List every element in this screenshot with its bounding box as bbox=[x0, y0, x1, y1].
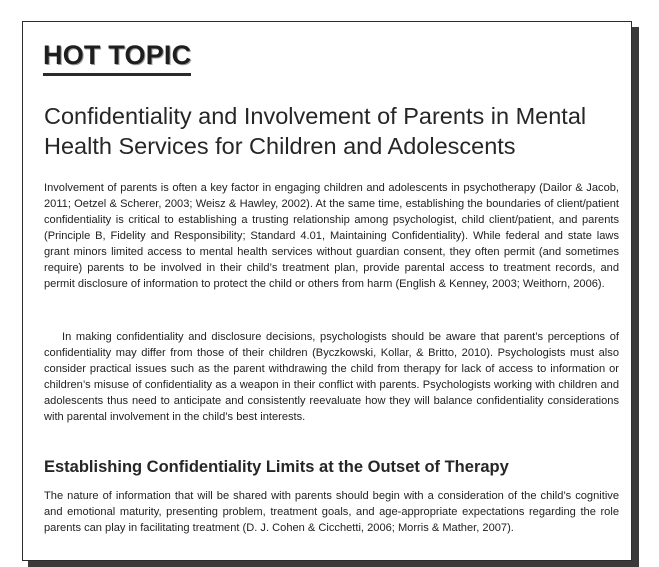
hot-topic-box bbox=[22, 21, 632, 561]
paragraph-2: In making confidentiality and disclosure decisions, psychologists should be aware that parent’s perceptions of confidentiality may differ from those of their children (Byczkowski, Kollar, & Britto, 2010). Psychologists must also consider practical issues such as the parent withdrawing the child from therapy for lack of access to information or children’s misuse of confidentiality as a weapon in their conflict with parents. Psychologists working with children and adolescents thus need to anticipate and consistently reevaluate how they will balance confidentiality considerations with parental involvement in the child’s best interests. bbox=[44, 331, 619, 423]
section-heading: Establishing Confidentiality Limits at the Outset of Therapy bbox=[44, 458, 509, 476]
article-title: Confidentiality and Involvement of Parents in Mental Health Services for Children and Adolescents bbox=[44, 103, 587, 159]
paragraph-3: The nature of information that will be shared with parents should begin with a consideration of the child’s cognitive and emotional maturity, presenting problem, treatment goals, and age-appropriate expectations regarding the role parents can play in facilitating treatment (D. J. Cohen & Cicchetti, 2006; Morris & Mather, 2007). bbox=[44, 490, 619, 534]
paragraph-1: Involvement of parents is often a key factor in engaging children and adolescents in psychotherapy (Dailor & Jacob, 2011; Oetzel & Scherer, 2003; Weisz & Hawley, 2002). At the same time, establishing the boundaries of client/patient confidentiality is critical to establishing a trusting relationship among psychologist, child client/patient, and parents (Principle B, Fidelity and Responsibility; Standard 4.01, Maintaining Confidentiality). While federal and state laws grant minors limited access to mental health services without guardian consent, they often permit (and sometimes require) parents to be involved in their child’s treatment plan, provide parental access to treatment records, and permit disclosure of information to protect the child or others from harm (English & Kenney, 2003; Weithorn, 2006). bbox=[44, 182, 619, 290]
hot-topic-label: HOT TOPIC bbox=[43, 39, 191, 76]
